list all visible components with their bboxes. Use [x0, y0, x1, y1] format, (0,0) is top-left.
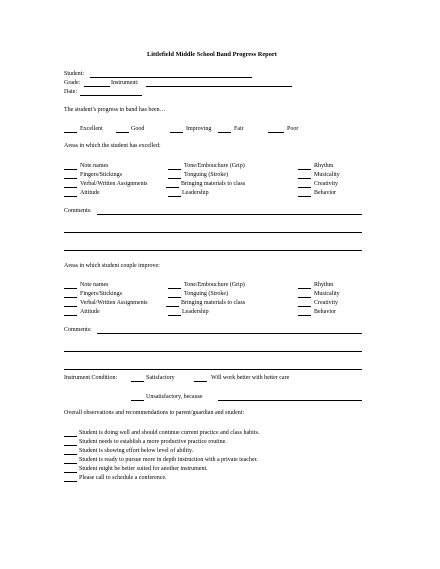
date-field[interactable] [80, 95, 142, 96]
condition-unsatisfactory: Unsatisfactory, because [146, 394, 203, 400]
student-name-field[interactable] [90, 77, 252, 78]
improve-item: Bringing materials to class [181, 300, 246, 306]
date-label: Date: [64, 89, 77, 95]
excelled-blank-behavior[interactable] [298, 196, 311, 197]
excelled-blank-musicality[interactable] [298, 178, 311, 179]
excelled-item: Note names [80, 163, 109, 169]
progress-good: Good [131, 126, 145, 132]
improve-blank-materials[interactable] [166, 306, 179, 307]
progress-improving: Improving [186, 126, 212, 132]
improve-comments-label: Comments: [64, 327, 92, 333]
improve-blank-rhythm[interactable] [298, 288, 311, 289]
instrument-label: Instrument: [111, 80, 139, 86]
improve-blank-creativity[interactable] [298, 306, 311, 307]
observation-item: Student is ready to pursue more in depth instruction with a private teacher. [79, 457, 258, 463]
observation-item: Student is showing effort below level of ability. [79, 448, 194, 454]
improve-blank-tonguing[interactable] [168, 297, 181, 298]
condition-blank-better-care[interactable] [194, 381, 207, 382]
improve-item: Attitude [80, 309, 100, 315]
excelled-comments-line-2[interactable] [64, 232, 362, 233]
improve-item: Note names [80, 282, 109, 288]
observation-blank[interactable] [64, 436, 77, 437]
condition-blank-satisfactory[interactable] [131, 381, 144, 382]
excelled-blank-rhythm[interactable] [298, 169, 311, 170]
progress-poor: Poor [287, 126, 299, 132]
improve-blank-leadership[interactable] [168, 315, 181, 316]
observation-blank[interactable] [64, 454, 77, 455]
grade-field[interactable] [84, 86, 110, 87]
excelled-blank-note-names[interactable] [64, 169, 77, 170]
excelled-blank-attitude[interactable] [64, 196, 77, 197]
condition-better-care: Will work better with better care [211, 375, 290, 381]
excelled-blank-tone[interactable] [168, 169, 181, 170]
improve-item: Tonguing (Stroke) [184, 291, 229, 297]
condition-blank-unsatisfactory[interactable] [131, 400, 144, 401]
excelled-comments-line-3[interactable] [64, 250, 362, 251]
condition-reason-field[interactable] [218, 400, 362, 401]
observation-blank[interactable] [64, 463, 77, 464]
excelled-blank-creativity[interactable] [298, 187, 311, 188]
progress-intro: The student’s progress in band has been… [64, 107, 166, 113]
excelled-item: Leadership [182, 190, 209, 196]
excelled-blank-materials[interactable] [166, 187, 179, 188]
observation-item: Student is doing well and should continue current practice and class habits. [79, 430, 260, 436]
improve-comments-line-2[interactable] [64, 351, 362, 352]
excelled-item: Tone/Embouchure (Grip) [184, 163, 245, 169]
observation-blank[interactable] [64, 445, 77, 446]
improve-item: Tone/Embouchure (Grip) [184, 282, 245, 288]
progress-blank-improving[interactable] [170, 132, 183, 133]
grade-label: Grade: [64, 80, 81, 86]
improve-item: Musicality [314, 291, 340, 297]
improve-blank-note-names[interactable] [64, 288, 77, 289]
excelled-item: Rhythm [314, 163, 334, 169]
improve-blank-verbal[interactable] [64, 306, 77, 307]
improve-blank-tone[interactable] [168, 288, 181, 289]
student-label: Student: [64, 71, 85, 77]
excelled-item: Attitude [80, 190, 100, 196]
condition-label: Instrument Condition: [64, 375, 118, 381]
excelled-item: Tonguing (Stroke) [184, 172, 229, 178]
improve-item: Leadership [182, 309, 209, 315]
progress-blank-poor[interactable] [268, 132, 284, 133]
observations-heading: Overall observations and recommendations to parent/guardian and student: [64, 410, 245, 416]
excelled-item: Bringing materials to class [181, 181, 246, 187]
improve-item: Behavior [314, 309, 336, 315]
progress-blank-fair[interactable] [218, 132, 231, 133]
excelled-comments-line-1[interactable] [97, 214, 362, 215]
improve-blank-fingers[interactable] [64, 297, 77, 298]
observation-item: Student needs to establish a more productive practice routine. [79, 439, 227, 445]
improve-blank-attitude[interactable] [64, 315, 77, 316]
improve-item: Creativity [314, 300, 338, 306]
improve-blank-musicality[interactable] [298, 297, 311, 298]
improve-item: Verbal/Written Assignments [80, 300, 148, 306]
observation-blank[interactable] [64, 481, 77, 482]
excelled-item: Verbal/Written Assignments [80, 181, 148, 187]
improve-blank-behavior[interactable] [298, 315, 311, 316]
progress-fair: Fair [234, 126, 244, 132]
excelled-comments-label: Comments: [64, 208, 92, 214]
excelled-item: Fingers/Stickings [80, 172, 123, 178]
excelled-item: Musicality [314, 172, 340, 178]
improve-item: Rhythm [314, 282, 334, 288]
excelled-blank-fingers[interactable] [64, 178, 77, 179]
excelled-item: Creativity [314, 181, 338, 187]
observation-item: Student might be better suited for another instrument. [79, 466, 208, 472]
excelled-blank-verbal[interactable] [64, 187, 77, 188]
progress-excellent: Excellent [80, 126, 103, 132]
instrument-field[interactable] [146, 86, 292, 87]
improve-comments-line-1[interactable] [97, 333, 362, 334]
excelled-blank-tonguing[interactable] [168, 178, 181, 179]
progress-blank-good[interactable] [116, 132, 129, 133]
excelled-item: Behavior [314, 190, 336, 196]
page-title: Littlefield Middle School Band Progress Report [147, 51, 277, 58]
observation-item: Please call to schedule a conference. [79, 475, 167, 481]
improve-comments-line-3[interactable] [64, 369, 362, 370]
excelled-blank-leadership[interactable] [168, 196, 181, 197]
improve-heading: Areas in which student couple improve: [64, 263, 160, 269]
improve-item: Fingers/Stickings [80, 291, 123, 297]
progress-blank-excellent[interactable] [64, 132, 77, 133]
condition-satisfactory: Satisfactory [146, 375, 175, 381]
excelled-heading: Areas in which the student has excelled: [64, 143, 161, 149]
observation-blank[interactable] [64, 472, 77, 473]
